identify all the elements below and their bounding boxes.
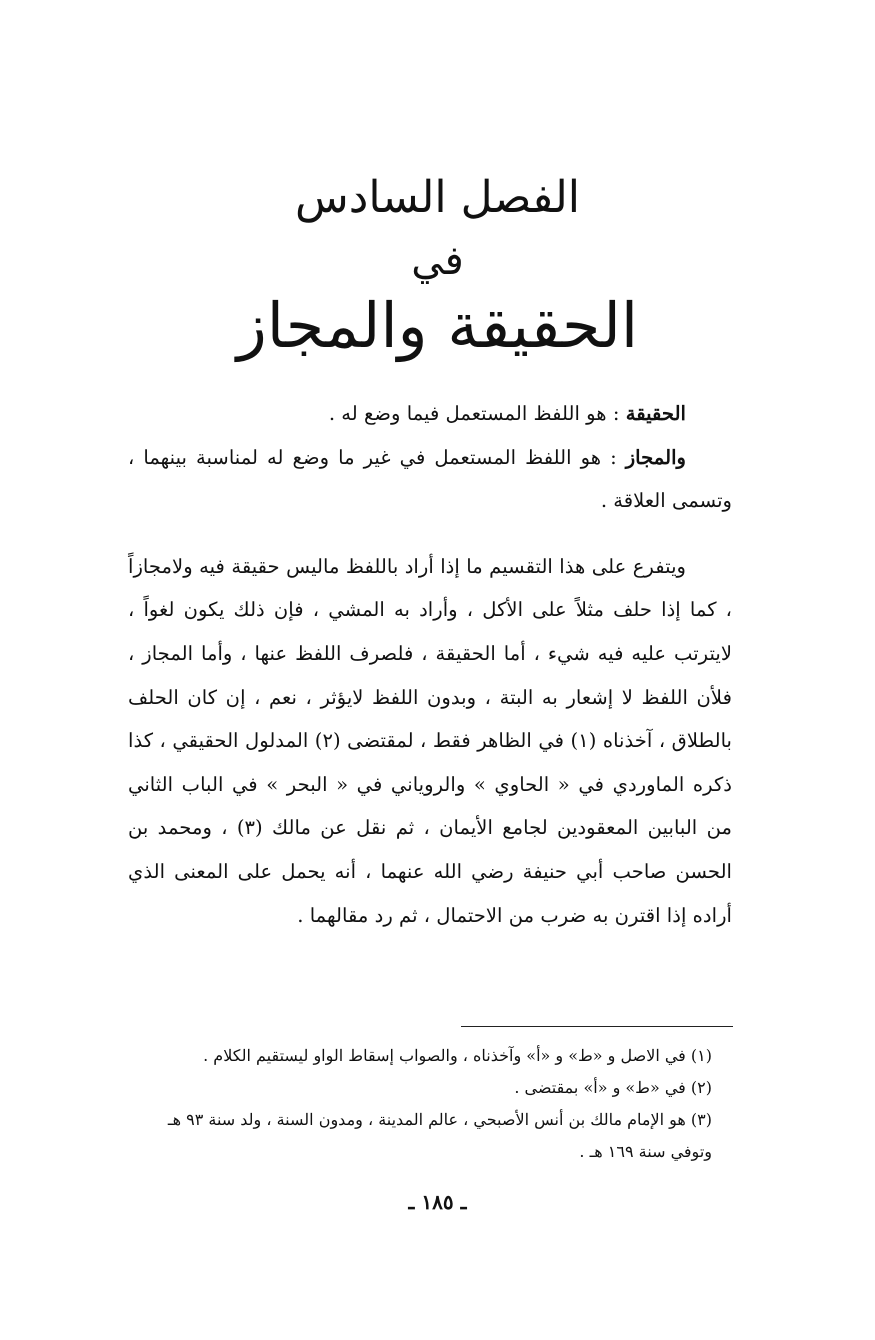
majaz-term: والمجاز	[625, 445, 687, 469]
haqiqa-text: : هو اللفظ المستعمل فيما وضع له .	[328, 402, 620, 425]
footnote-3: (٣) هو الإمام مالك بن أنس الأصبحي ، عالم المدينة ، ومدون السنة ، ولد سنة ٩٣ هـ وتوفي سنة ١٦٩ هـ .	[167, 1110, 712, 1161]
majaz-text: : هو اللفظ المستعمل في غير ما وضع له لمناسبة بينهما ، وتسمى العلاقة .	[128, 445, 732, 513]
chapter-title: الحقيقة والمجاز	[236, 289, 639, 362]
chapter-connector: في	[411, 238, 464, 284]
footnotes	[128, 1040, 732, 1168]
main-text	[128, 392, 732, 937]
footnote-1: (١) في الاصل و «ط» و «أ» وآخذناه ، والصواب إسقاط الواو ليستقيم الكلام .	[203, 1046, 712, 1065]
haqiqa-term: الحقيقة	[625, 402, 686, 425]
paragraph-gap	[128, 523, 732, 545]
haqiqa-definition	[128, 392, 732, 436]
majaz-definition	[128, 436, 732, 523]
footnote-2: (٢) في «ط» و «أ» بمقتضى .	[514, 1078, 712, 1097]
footnote-separator	[461, 1026, 733, 1027]
body-paragraph: ويتفرع على هذا التقسيم ما إذا أراد باللفظ ماليس حقيقة فيه ولامجازاً ، كما إذا حلف مثلاً على الأكل ، وأراد به المشي ، فإن ذلك يكون لغواً ، لايترتب عليه فيه شيء ، أما الحقيقة ، فلصرف اللفظ عنها ، وأما المجاز ، فلأن اللفظ لا إشعار به البتة ، وبدون اللفظ لايؤثر ، نعم ، إن كان الحلف بالطلاق ، آخذناه (١) في الظاهر فقط ، لمقتضى (٢) المدلول الحقيقي ، كذا ذكره الماوردي في « الحاوي » والروياني في « البحر » في الباب الثاني من البابين المعقودين لجامع الأيمان ، ثم نقل عن مالك (٣) ، ومحمد بن الحسن صاحب أبي حنيفة رضي الله عنهما ، أنه يحمل على المعنى الذي أراده إذا اقترن به ضرب من الاحتمال ، ثم رد مقالهما .	[128, 554, 733, 927]
page-number: ـ ١٨٥ ـ	[408, 1190, 467, 1214]
chapter-label: الفصل السادس	[295, 172, 580, 223]
